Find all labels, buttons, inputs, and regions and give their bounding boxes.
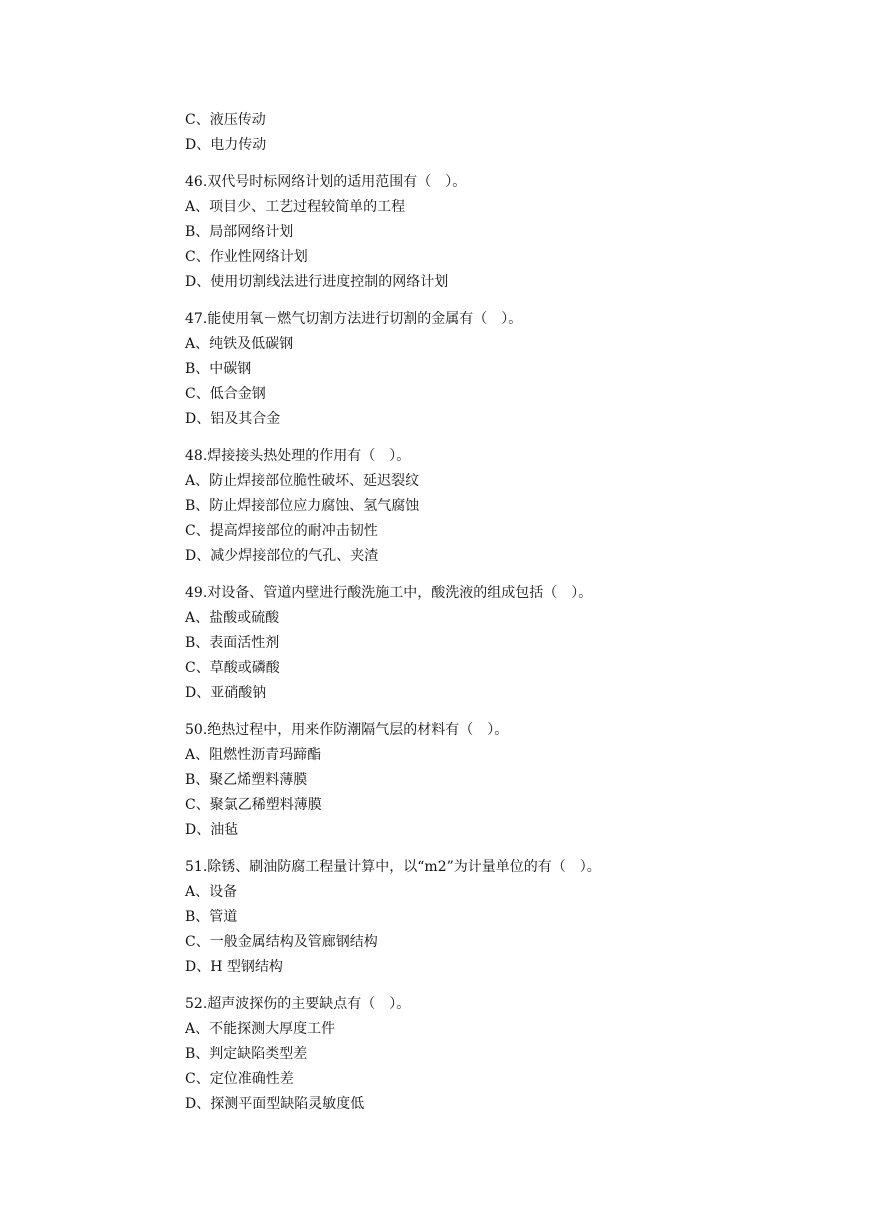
question-47 <box>185 307 825 432</box>
option-b: B、管道 <box>185 909 238 925</box>
option-b: B、表面活性剂 <box>185 635 280 651</box>
question-52 <box>185 992 825 1117</box>
option-c: C、定位准确性差 <box>185 1071 294 1087</box>
question-46 <box>185 170 825 295</box>
option-a: A、阻燃性沥青玛蹄酯 <box>185 747 322 763</box>
option-d: D、使用切割线法进行进度控制的网络计划 <box>185 274 449 290</box>
question-stem: 51.除锈、刷油防腐工程量计算中，以“m2”为计量单位的有（ ）。 <box>185 859 601 875</box>
option-c: C、聚氯乙稀塑料薄膜 <box>185 797 322 813</box>
question-stem: 48.焊接接头热处理的作用有（ ）。 <box>185 448 411 464</box>
option-b: B、局部网络计划 <box>185 224 294 240</box>
question-51 <box>185 855 825 980</box>
question-stem: 50.绝热过程中，用来作防潮隔气层的材料有（ ）。 <box>185 722 509 738</box>
option-d: D、亚硝酸钠 <box>185 685 267 701</box>
option-b: B、中碳钢 <box>185 361 252 377</box>
option-d: D、H 型钢结构 <box>185 959 283 975</box>
question-stem: 47.能使用氧－燃气切割方法进行切割的金属有（ ）。 <box>185 311 523 327</box>
option-a: A、项目少、工艺过程较简单的工程 <box>185 199 406 215</box>
option-d: D、探测平面型缺陷灵敏度低 <box>185 1096 365 1112</box>
option-a: A、盐酸或硫酸 <box>185 610 280 626</box>
option-d: D、电力传动 <box>185 137 267 153</box>
question-stem: 49.对设备、管道内壁进行酸洗施工中，酸洗液的组成包括（ ）。 <box>185 585 593 601</box>
option-c: C、提高焊接部位的耐冲击韧性 <box>185 523 378 539</box>
option-b: B、防止焊接部位应力腐蚀、氢气腐蚀 <box>185 498 420 514</box>
question-continuation <box>185 108 825 158</box>
option-a: A、防止焊接部位脆性破坏、延迟裂纹 <box>185 473 420 489</box>
option-c: C、一般金属结构及管廊钢结构 <box>185 934 378 950</box>
option-a: A、不能探测大厚度工件 <box>185 1021 336 1037</box>
question-48 <box>185 444 825 569</box>
question-stem: 52.超声波探伤的主要缺点有（ ）。 <box>185 996 411 1012</box>
question-49 <box>185 581 825 706</box>
option-b: B、判定缺陷类型差 <box>185 1046 308 1062</box>
question-50 <box>185 718 825 843</box>
option-d: D、铝及其合金 <box>185 411 281 427</box>
question-stem: 46.双代号时标网络计划的适用范围有（ ）。 <box>185 174 467 190</box>
option-b: B、聚乙烯塑料薄膜 <box>185 772 308 788</box>
option-c: C、草酸或磷酸 <box>185 660 280 676</box>
option-a: A、纯铁及低碳钢 <box>185 336 294 352</box>
option-a: A、设备 <box>185 884 238 900</box>
option-c: C、低合金钢 <box>185 386 266 402</box>
option-c: C、液压传动 <box>185 112 266 128</box>
option-d: D、油毡 <box>185 822 239 838</box>
document-page <box>185 108 825 1117</box>
option-c: C、作业性网络计划 <box>185 249 308 265</box>
option-d: D、减少焊接部位的气孔、夹渣 <box>185 548 379 564</box>
